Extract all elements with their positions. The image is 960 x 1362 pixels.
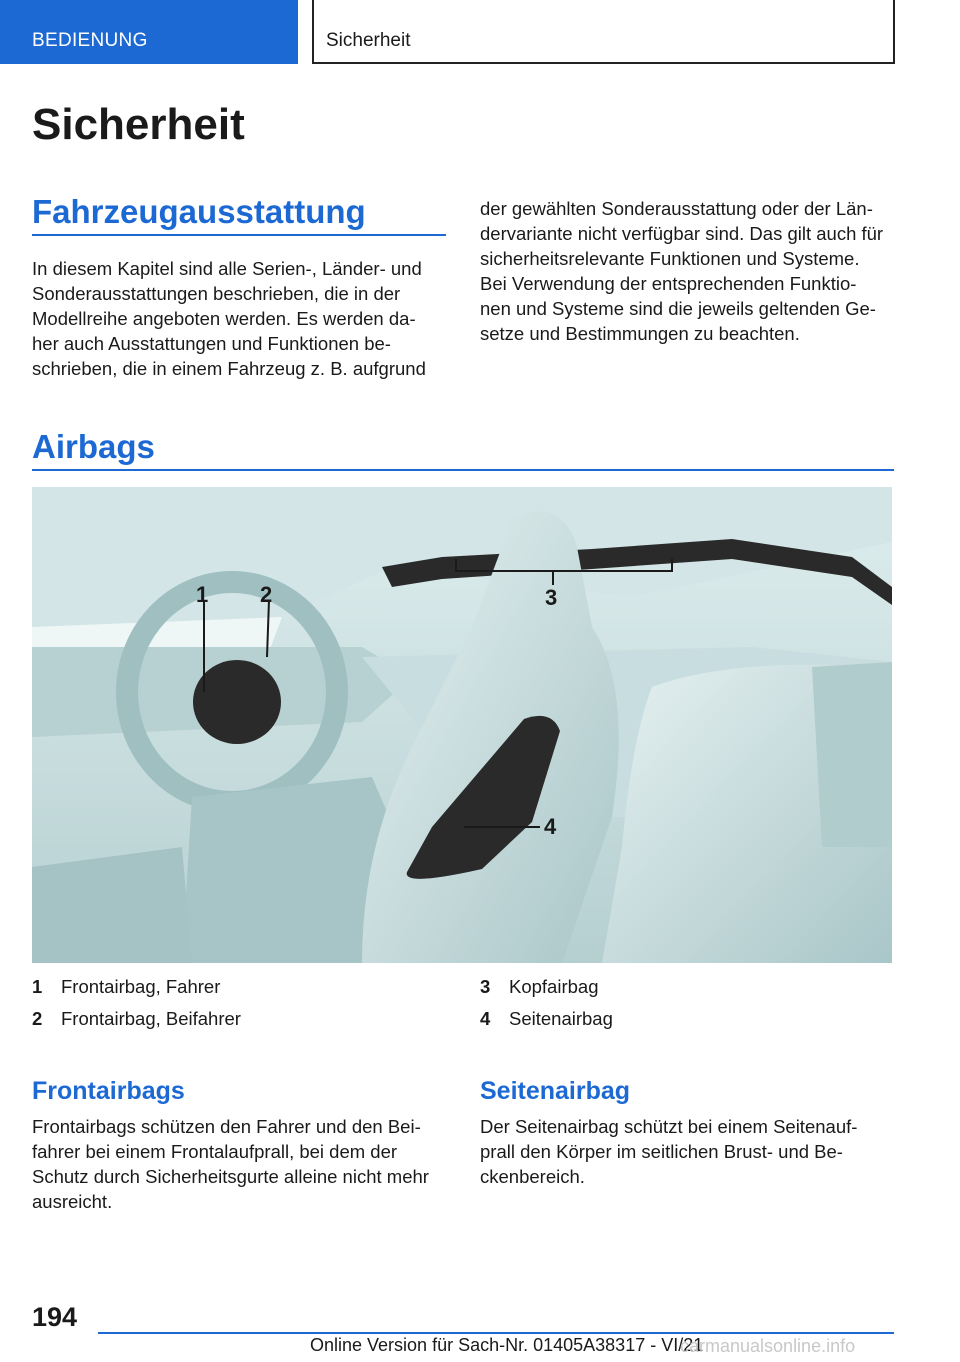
text-line: dervariante nicht verfügbar sind. Das gilt auch für (480, 223, 884, 244)
callout-label-4: 4 (544, 814, 557, 839)
legend-col2 (480, 971, 613, 1035)
online-version-note: Online Version für Sach-Nr. 01405A38317 - VI/21 (310, 1335, 704, 1355)
callout-label-2: 2 (260, 582, 273, 607)
legend-number: 4 (480, 1008, 491, 1029)
text-line: prall den Körper im seitlichen Brust- und Be- (480, 1141, 843, 1162)
legend-item (32, 971, 241, 1003)
text-line: der gewählten Sonderausstattung oder der Län- (480, 198, 873, 219)
page-title: Sicherheit (32, 100, 245, 149)
section-tab (0, 0, 298, 64)
legend-number: 1 (32, 976, 43, 997)
frontairbags-text (32, 1114, 462, 1214)
legend-number: 2 (32, 1008, 43, 1029)
legend-col1 (32, 971, 241, 1035)
text-line: her auch Ausstattungen und Funktionen be- (32, 333, 391, 354)
text-line: schrieben, die in einem Fahrzeug z. B. aufgrund (32, 358, 426, 379)
text-line: ckenbereich. (480, 1166, 585, 1187)
text-line: ausreicht. (32, 1191, 113, 1212)
heading-seitenairbag: Seitenairbag (480, 1077, 631, 1105)
fahrzeug-text-col1 (32, 256, 452, 381)
legend-label: Frontairbag, Beifahrer (61, 1008, 241, 1029)
legend-item (32, 1003, 241, 1035)
legend-label: Seitenairbag (509, 1008, 613, 1029)
text-line: Schutz durch Sicherheitsgurte alleine nicht mehr (32, 1166, 429, 1187)
watermark: carmanualsonline.info (680, 1336, 856, 1356)
text-line: Der Seitenairbag schützt bei einem Seitenauf- (480, 1116, 858, 1137)
text-line: nen und Systeme sind die jeweils geltenden Ge- (480, 298, 876, 319)
chapter-header (312, 0, 895, 64)
airbag-illustration (32, 487, 892, 963)
text-line: In diesem Kapitel sind alle Serien-, Länder- und (32, 258, 422, 279)
legend-label: Kopfairbag (509, 976, 599, 997)
callout-label-3: 3 (545, 585, 558, 610)
text-line: Sonderausstattungen beschrieben, die in der (32, 283, 401, 304)
heading-frontairbags: Frontairbags (32, 1077, 185, 1105)
heading-rule (32, 469, 894, 471)
text-line: setze und Bestimmungen zu beachten. (480, 323, 800, 344)
text-line: Frontairbags schützen den Fahrer und den Bei- (32, 1116, 421, 1137)
text-line: sicherheitsrelevante Funktionen und Systeme. (480, 248, 860, 269)
chapter-label: Sicherheit (326, 30, 411, 51)
rear-seat-back (812, 662, 892, 847)
callout-label-1: 1 (196, 582, 209, 607)
legend-label: Frontairbag, Fahrer (61, 976, 221, 997)
footer-rule (98, 1332, 894, 1334)
seitenairbag-text (480, 1114, 900, 1189)
heading-airbags: Airbags (32, 428, 155, 465)
text-line: fahrer bei einem Frontalaufprall, bei dem der (32, 1141, 398, 1162)
section-label: BEDIENUNG (32, 30, 148, 51)
text-line: Bei Verwendung der entsprechenden Funktio- (480, 273, 857, 294)
heading-rule (32, 234, 446, 236)
driver-airbag-zone (193, 660, 281, 744)
legend-item (480, 971, 613, 1003)
legend-number: 3 (480, 976, 491, 997)
page-number: 194 (32, 1302, 78, 1332)
fahrzeug-text-col2 (480, 196, 900, 346)
legend-item (480, 1003, 613, 1035)
floor (32, 847, 192, 963)
heading-fahrzeugausstattung: Fahrzeugausstattung (32, 193, 366, 230)
text-line: Modellreihe angeboten werden. Es werden da- (32, 308, 416, 329)
